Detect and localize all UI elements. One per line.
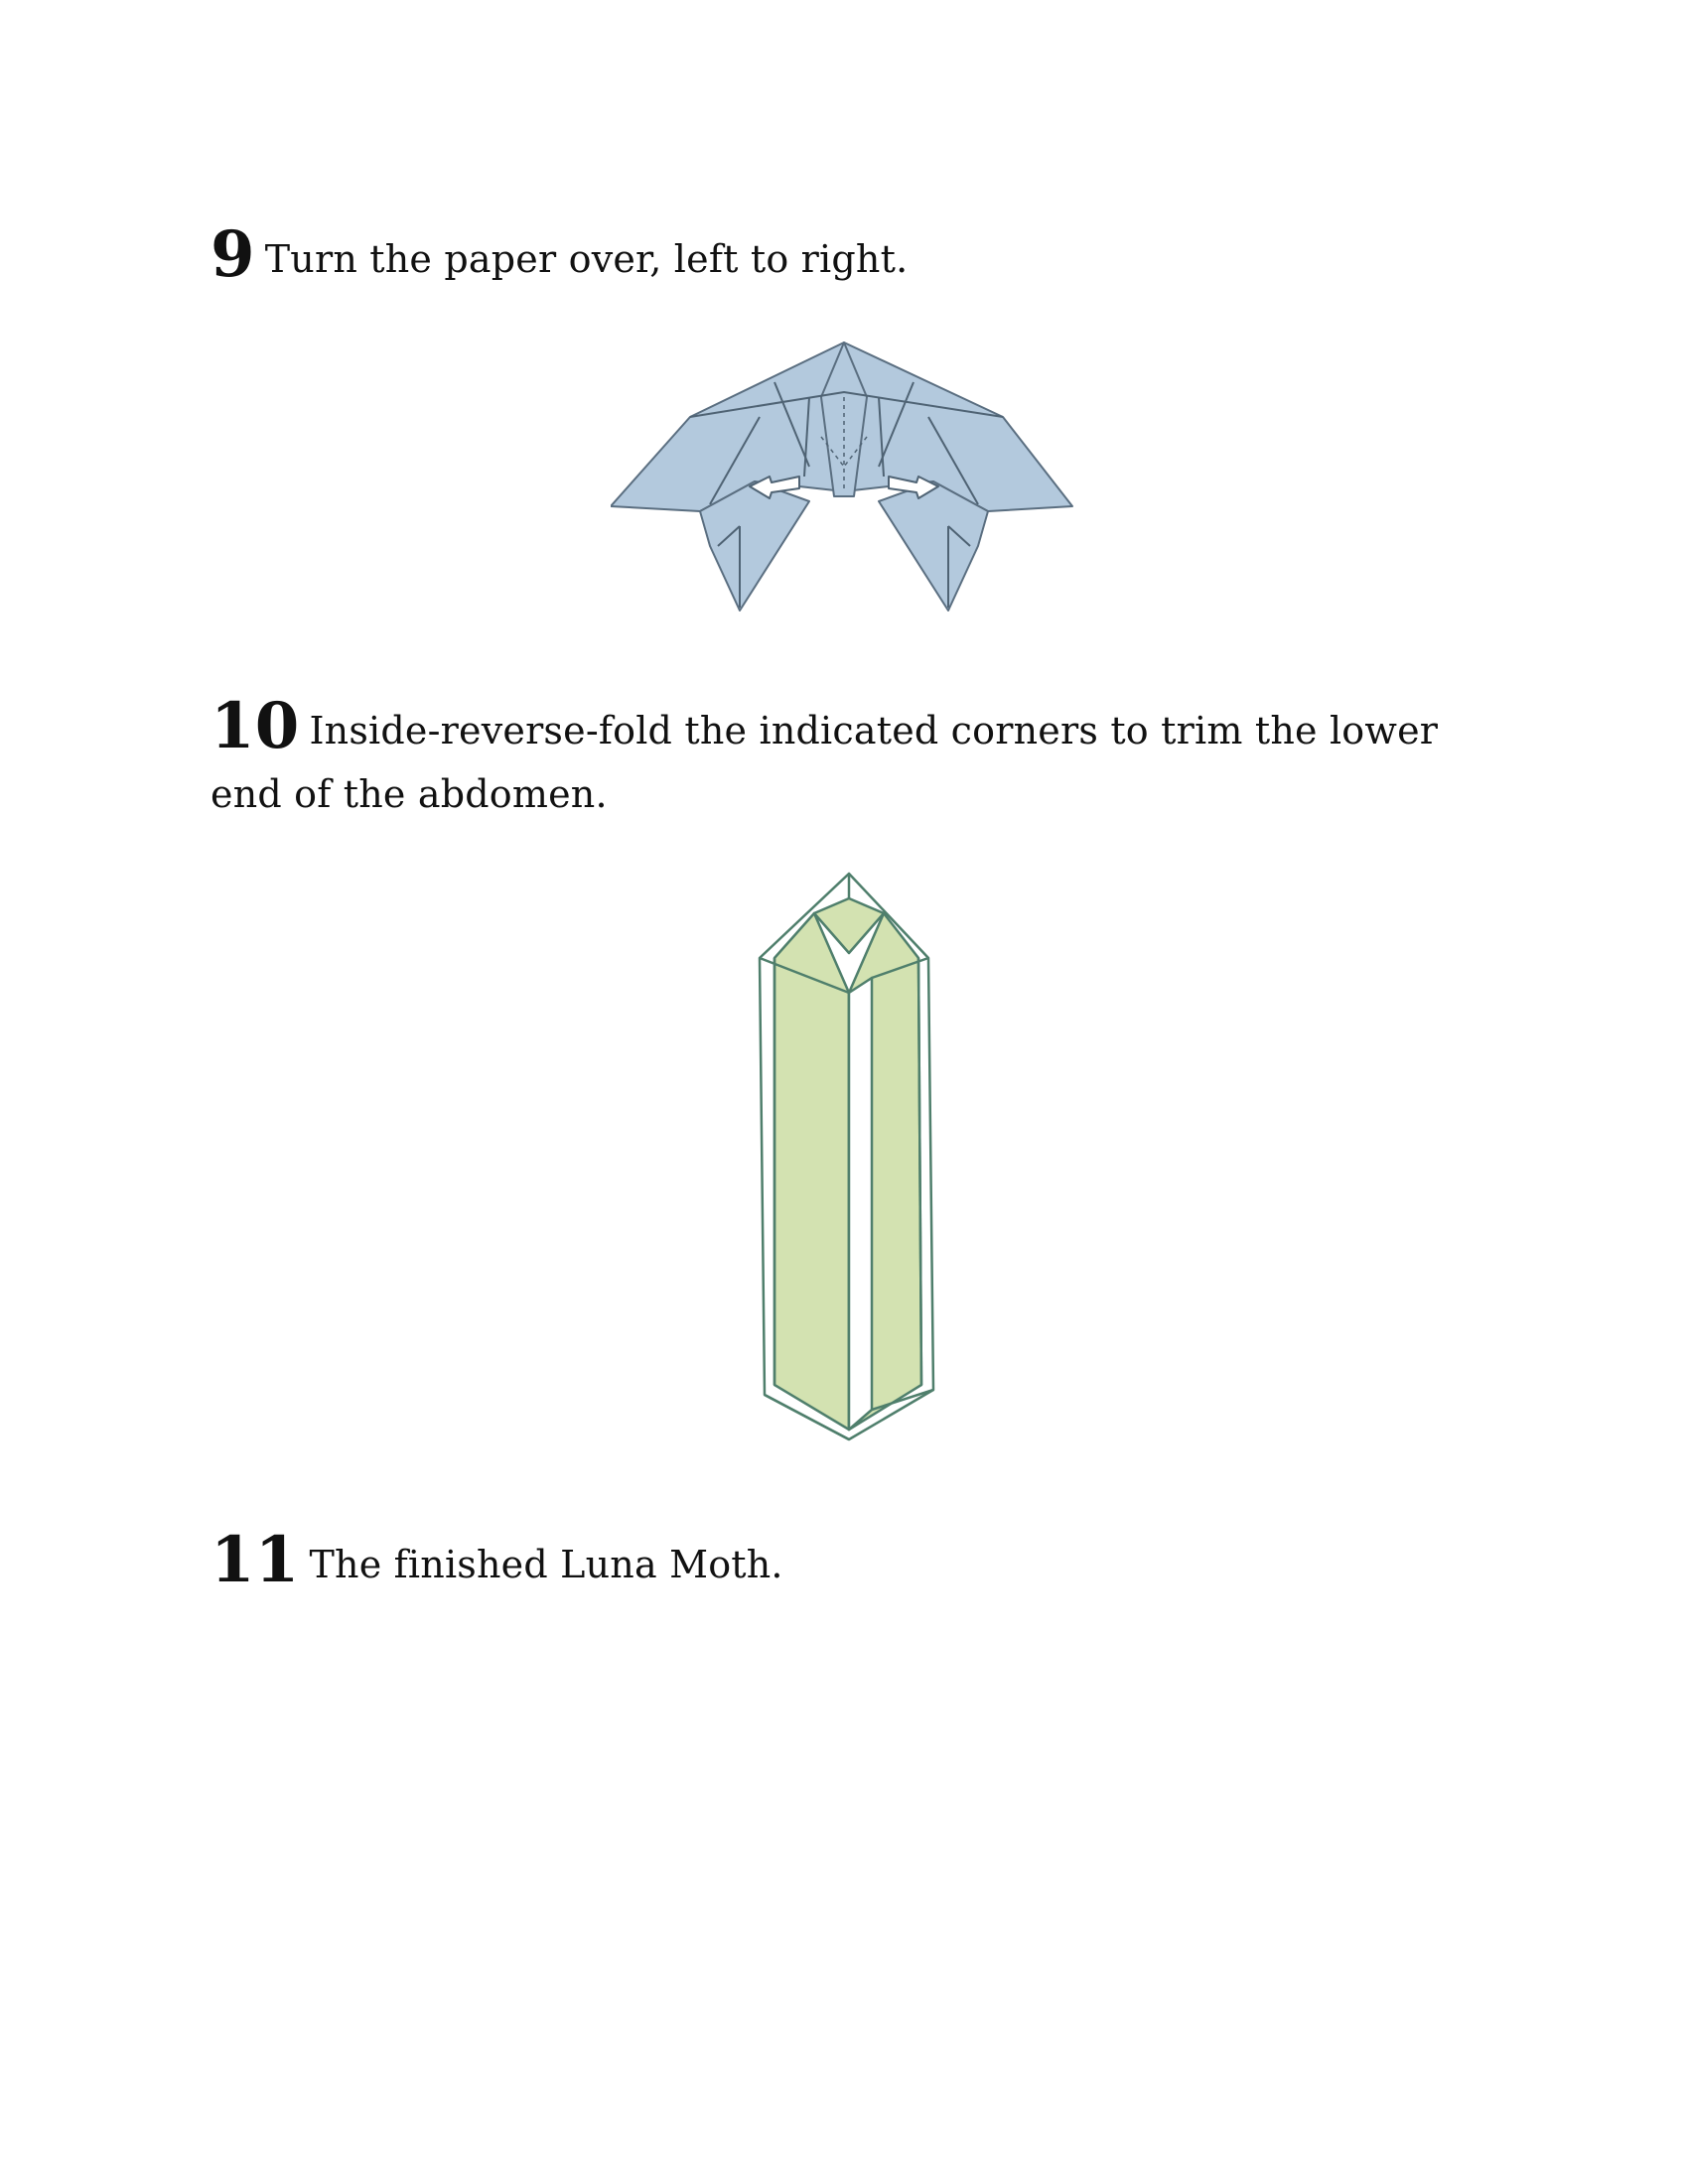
step-number: 9 [211,217,255,292]
abdomen-left-face [774,913,849,1430]
step-11 [211,1523,1491,1597]
step-number: 11 [211,1523,300,1597]
step-number: 10 [211,689,300,763]
step-9 [211,217,1491,292]
step-10 [211,689,1491,826]
abdomen-diagram [745,869,953,1444]
step-instruction: The finished Luna Moth. [309,1543,783,1586]
moth-back-diagram [611,338,1077,625]
step-instruction: Turn the paper over, left to right. [264,237,909,281]
step-instruction: Inside-reverse-fold the indicated corners to trim the lower end of the abdomen. [211,709,1439,816]
